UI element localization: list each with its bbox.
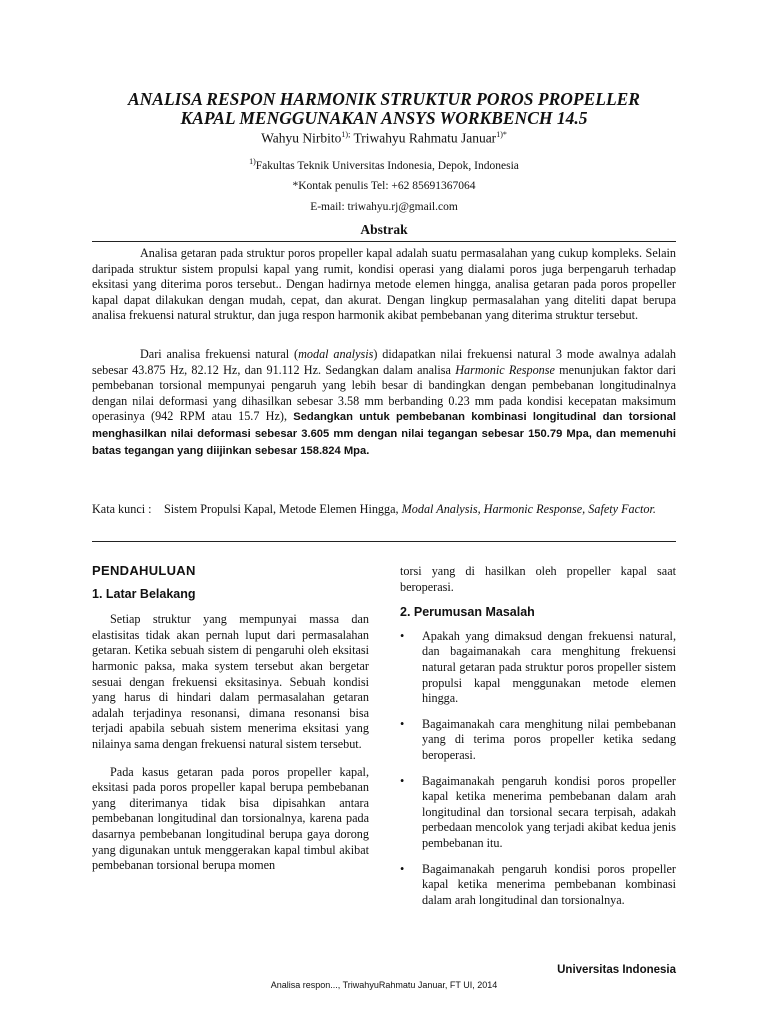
author-1: Wahyu Nirbito — [261, 130, 342, 146]
keywords-plain: Sistem Propulsi Kapal, Metode Elemen Hingga, — [164, 502, 402, 516]
keywords-italic: Modal Analysis, Harmonic Response, Safety Factor. — [401, 502, 656, 516]
bullet-text-4: Bagaimanakah pengaruh kondisi poros propeller kapal ketika menerima pembebanan kombinasi dalam arah longitudinal dan torsionalnya. — [422, 861, 676, 907]
section-heading: PENDAHULUAN — [92, 563, 196, 578]
abstract-p2-bold: Sedangkan untuk pembebanan kombinasi longitudinal dan torsional menghasilkan nilai deformasi sebesar 3.605 mm dengan nilai tegangan sebesar 150.79 Mpa, dan memenuhi batas tegangan yang diijinkan sebesar 158.824 Mpa. — [92, 411, 676, 457]
abstract-p2-b: ) didapatkan nilai frekuensi natural 3 mode awalnya adalah sebesar 43.875 Hz, 82.12 Hz, dan 91.112 Hz. Sedangkan dalam analisa — [92, 347, 677, 377]
paper-title — [60, 90, 708, 128]
keywords-bottom-rule — [92, 541, 676, 542]
abstract-p2-modal: modal analysis — [298, 347, 374, 361]
abstract-paragraph-2 — [92, 347, 676, 459]
abstract-p2-a: Dari analisa frekuensi natural ( — [140, 347, 299, 361]
subsection-1-heading: 1. Latar Belakang — [92, 586, 196, 601]
list-item — [400, 629, 676, 707]
bullet-icon: • — [400, 716, 405, 731]
keywords-label: Kata kunci : — [92, 502, 152, 516]
bullet-icon: • — [400, 773, 405, 788]
title-line-1: ANALISA RESPON HARMONIK STRUKTUR POROS PROPELLER — [128, 89, 640, 109]
footer-running-title: Analisa respon..., TriwahyuRahmatu Januar, FT UI, 2014 — [270, 980, 498, 990]
left-column — [92, 563, 369, 874]
abstract-p2-harmonic: Harmonic Response — [455, 362, 555, 377]
left-paragraph-2: Pada kasus getaran pada poros propeller kapal, eksitasi pada poros propeller kapal berupa pembebanan yang diterimanya tidak bisa dipisahkan antara pembebanan longitudinal dan torsionalnya, karena pada dasarnya pembebanan longitudinal berupa gaya dorong yang digunakan untuk menggerakan kapal timbul akibat pembebanan torsional berupa momen — [92, 764, 369, 873]
bullet-icon: • — [400, 861, 405, 876]
bullet-icon: • — [400, 628, 405, 643]
abstract-paragraph-1: Analisa getaran pada struktur poros propeller kapal adalah suatu permasalahan yang cukup kompleks. Selain daripada struktur sistem propulsi kapal yang rumit, kondisi operasi yang dialami poros juga berpengaruh terhadap eksitasi yang diterima poros tersebut.. Dengan hadirnya metode elemen hingga, analisa getaran pada poros propeller kapal dapat dilakukan dengan mudah, cepat, dan akurat. Dengan lingkup permasalahan yang diteliti dapat berupa analisa frekuensi natural struktur, dan juga respon harmonik akibat pembebanan yang diterima struktur tersebut. — [92, 246, 676, 323]
footer-university: Universitas Indonesia — [557, 964, 676, 976]
list-item — [400, 717, 676, 764]
subsection-2-heading: 2. Perumusan Masalah — [400, 605, 535, 620]
author-2-sup: 1)* — [496, 130, 507, 139]
author-line — [60, 130, 708, 147]
abstract-top-rule — [92, 241, 676, 242]
right-continuation: torsi yang di hasilkan oleh propeller kapal saat beroperasi. — [400, 564, 676, 594]
right-column — [400, 564, 676, 908]
abstract-p2-c: menunjukan faktor dari pembebanan torsional mempunyai pengaruh yang lebih besar di bandingkan dengan pembebanan longitudinalnya dengan nilai deformasi yang dihasilkan sebesar 3.58 mm berbanding 0.23 mm pada kondisi kecepatan maksimum operasinya (942 RPM atau 15.7 Hz), — [92, 362, 677, 424]
keywords — [92, 501, 676, 517]
author-2: Triwahyu Rahmatu Januar — [350, 130, 497, 146]
email-info: E-mail: triwahyu.rj@gmail.com — [310, 201, 458, 213]
bullet-text-3: Bagaimanakah pengaruh kondisi poros propeller kapal ketika menerima pembebanan dalam arah longitudinal dan torsional secara terpisah, adakah perbedaan mencolok yang terjadi akibat kedua jenis pembebanan itu. — [422, 773, 676, 850]
affil-sup: 1) — [249, 157, 256, 166]
affiliation — [60, 157, 708, 172]
author-1-sup: 1); — [341, 130, 351, 139]
left-paragraph-1: Setiap struktur yang mempunyai massa dan elastisitas tidak akan pernah luput dari permasalahan getaran. Ketika sebuah sistem di pengaruhi oleh eksitasi harmonic paksa, maka system tersebut akan bergetar sesuai dengan frekuensi eksitasinya. Sebuah kondisi yang harus di hindari dalam permasalahan getaran adalah terjadinya resonansi, dimana resonansi bisa terjadi apabila sebuah sistem menerima eksitasi yang nilainya sama dengan frekuensi natural sistem tersebut. — [92, 612, 369, 751]
list-item — [400, 862, 676, 909]
bullet-text-2: Bagaimanakah cara menghitung nilai pembebanan yang di terima poros propeller ketika sedang beroperasi. — [422, 716, 676, 762]
abstract-heading: Abstrak — [360, 222, 408, 237]
title-line-2: KAPAL MENGGUNAKAN ANSYS WORKBENCH 14.5 — [180, 108, 588, 128]
bullet-text-1: Apakah yang dimaksud dengan frekuensi natural, dan bagaimanakah cara menghitung frekuensi natural getaran pada struktur poros propeller sistem propulsi kapal menggunakan metode elemen hingga. — [422, 628, 676, 706]
list-item — [400, 774, 676, 852]
affiliation-text: Fakultas Teknik Universitas Indonesia, Depok, Indonesia — [255, 159, 519, 172]
contact-info: *Kontak penulis Tel: +62 85691367064 — [292, 180, 476, 192]
